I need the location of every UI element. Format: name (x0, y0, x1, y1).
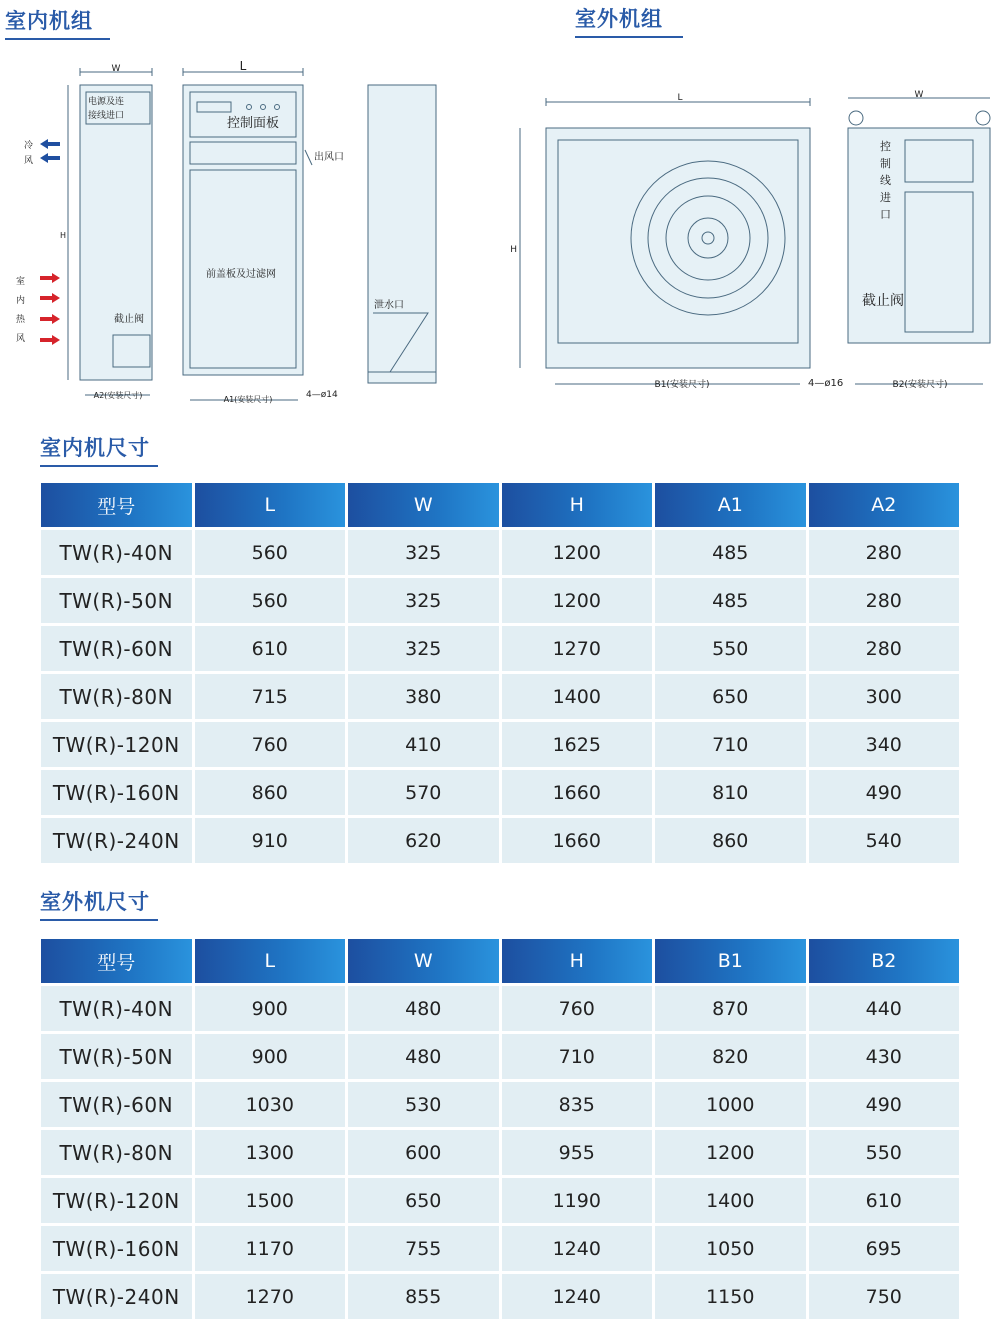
table-cell: 485 (655, 530, 806, 575)
indoor-holes-label: 4—ø14 (306, 390, 338, 400)
col-header-h: H (502, 939, 653, 983)
outdoor-holes-label: 4—ø16 (808, 378, 844, 389)
col-header-model: 型号 (41, 939, 192, 983)
table-cell: 480 (348, 986, 499, 1031)
table-cell: 620 (348, 818, 499, 863)
table-header-row (41, 483, 959, 527)
table-cell: 325 (348, 530, 499, 575)
table-cell: 485 (655, 578, 806, 623)
outdoor-dim-h: H (510, 245, 517, 255)
indoor-dims-table (38, 480, 962, 866)
b2-label: B2(安装尺寸) (892, 380, 948, 390)
table-cell: 870 (655, 986, 806, 1031)
col-header-h: H (502, 483, 653, 527)
table-row (41, 1082, 959, 1127)
table-row (41, 1226, 959, 1271)
indoor-dim-l: L (239, 59, 247, 73)
col-header-w: W (348, 939, 499, 983)
table-cell: 610 (195, 626, 346, 671)
table-cell: 280 (809, 578, 960, 623)
table-cell: 855 (348, 1274, 499, 1319)
col-header-l: L (195, 939, 346, 983)
table-row (41, 674, 959, 719)
table-cell: 1030 (195, 1082, 346, 1127)
col-header-l: L (195, 483, 346, 527)
col-header-a1: A1 (655, 483, 806, 527)
table-row (41, 530, 959, 575)
hot-air-char-1: 室 (16, 277, 26, 287)
power-entry-label-1: 电源及连 (88, 97, 125, 107)
power-entry-label-2: 接线进口 (88, 111, 125, 121)
table-cell: 490 (809, 770, 960, 815)
table-cell: 710 (502, 1034, 653, 1079)
model-cell: TW(R)-60N (41, 626, 192, 671)
control-entry-char-2: 制 (880, 157, 891, 170)
table-cell: 1270 (195, 1274, 346, 1319)
table-cell: 900 (195, 1034, 346, 1079)
table-cell: 650 (348, 1178, 499, 1223)
table-cell: 280 (809, 626, 960, 671)
hot-air-char-4: 风 (16, 334, 26, 344)
table-cell: 1000 (655, 1082, 806, 1127)
outdoor-dims-heading: 室外机尺寸 (40, 886, 150, 916)
control-entry-char-4: 进 (880, 191, 891, 204)
cold-air-char-1: 冷 (24, 141, 34, 151)
table-cell: 280 (809, 530, 960, 575)
unit-drawing (0, 40, 1000, 420)
model-cell: TW(R)-120N (41, 1178, 192, 1223)
outdoor-dim-w: W (914, 90, 924, 100)
col-header-model: 型号 (41, 483, 192, 527)
table-cell: 540 (809, 818, 960, 863)
table-cell: 490 (809, 1082, 960, 1127)
table-cell: 560 (195, 530, 346, 575)
table-cell: 1300 (195, 1130, 346, 1175)
table-cell: 650 (655, 674, 806, 719)
table-cell: 835 (502, 1082, 653, 1127)
table-row (41, 1178, 959, 1223)
table-row (41, 578, 959, 623)
control-panel-label: 控制面板 (227, 116, 280, 131)
table-cell: 1170 (195, 1226, 346, 1271)
model-cell: TW(R)-80N (41, 674, 192, 719)
a2-label: A2(安装尺寸) (93, 391, 143, 400)
model-cell: TW(R)-120N (41, 722, 192, 767)
table-cell: 410 (348, 722, 499, 767)
model-cell: TW(R)-50N (41, 1034, 192, 1079)
table-cell: 300 (809, 674, 960, 719)
model-cell: TW(R)-80N (41, 1130, 192, 1175)
col-header-a2: A2 (809, 483, 960, 527)
table-cell: 710 (655, 722, 806, 767)
table-cell: 1500 (195, 1178, 346, 1223)
table-cell: 1200 (502, 530, 653, 575)
cold-air-char-2: 风 (24, 156, 34, 166)
table-cell: 340 (809, 722, 960, 767)
table-cell: 1660 (502, 770, 653, 815)
control-entry-char-5: 口 (880, 208, 891, 221)
a1-label: A1(安装尺寸) (223, 395, 273, 404)
table-row (41, 1274, 959, 1319)
b1-label: B1(安装尺寸) (654, 380, 710, 390)
table-cell: 860 (655, 818, 806, 863)
table-cell: 1050 (655, 1226, 806, 1271)
table-cell: 1200 (655, 1130, 806, 1175)
control-entry-char-1: 控 (880, 140, 891, 153)
model-cell: TW(R)-240N (41, 1274, 192, 1319)
table-row (41, 1034, 959, 1079)
table-cell: 550 (809, 1130, 960, 1175)
col-header-b1: B1 (655, 939, 806, 983)
indoor-dims-heading: 室内机尺寸 (40, 432, 150, 462)
table-cell: 750 (809, 1274, 960, 1319)
table-cell: 480 (348, 1034, 499, 1079)
table-cell: 1625 (502, 722, 653, 767)
table-row (41, 986, 959, 1031)
control-entry-char-3: 线 (880, 174, 891, 187)
table-cell: 325 (348, 626, 499, 671)
table-row (41, 722, 959, 767)
col-header-w: W (348, 483, 499, 527)
table-cell: 695 (809, 1226, 960, 1271)
indoor-dim-h: H (59, 231, 66, 240)
model-cell: TW(R)-50N (41, 578, 192, 623)
table-cell: 715 (195, 674, 346, 719)
table-cell: 430 (809, 1034, 960, 1079)
model-cell: TW(R)-40N (41, 530, 192, 575)
table-cell: 1400 (655, 1178, 806, 1223)
outdoor-dim-l: L (677, 93, 683, 103)
table-row (41, 818, 959, 863)
model-cell: TW(R)-40N (41, 986, 192, 1031)
table-cell: 760 (502, 986, 653, 1031)
table-cell: 600 (348, 1130, 499, 1175)
table-cell: 560 (195, 578, 346, 623)
table-row (41, 626, 959, 671)
table-row (41, 770, 959, 815)
table-cell: 755 (348, 1226, 499, 1271)
indoor-dim-w: W (111, 64, 121, 74)
outdoor-dims-table (38, 936, 962, 1322)
table-cell: 810 (655, 770, 806, 815)
table-row (41, 1130, 959, 1175)
table-cell: 1660 (502, 818, 653, 863)
table-cell: 820 (655, 1034, 806, 1079)
model-cell: TW(R)-60N (41, 1082, 192, 1127)
indoor-stop-valve-label: 截止阀 (114, 314, 144, 325)
table-cell: 610 (809, 1178, 960, 1223)
air-outlet-label: 出风口 (314, 152, 344, 163)
table-cell: 900 (195, 986, 346, 1031)
model-cell: TW(R)-160N (41, 770, 192, 815)
table-cell: 760 (195, 722, 346, 767)
table-cell: 325 (348, 578, 499, 623)
table-cell: 1190 (502, 1178, 653, 1223)
table-cell: 530 (348, 1082, 499, 1127)
outdoor-unit-heading: 室外机组 (575, 3, 663, 33)
table-cell: 1240 (502, 1226, 653, 1271)
table-cell: 1400 (502, 674, 653, 719)
table-cell: 1200 (502, 578, 653, 623)
hot-air-char-3: 热 (16, 315, 26, 325)
front-cover-label: 前盖板及过滤网 (206, 269, 276, 280)
table-cell: 380 (348, 674, 499, 719)
table-header-row (41, 939, 959, 983)
table-cell: 910 (195, 818, 346, 863)
outdoor-stop-valve-label: 截止阀 (862, 293, 904, 309)
table-cell: 550 (655, 626, 806, 671)
table-cell: 860 (195, 770, 346, 815)
model-cell: TW(R)-240N (41, 818, 192, 863)
table-cell: 1150 (655, 1274, 806, 1319)
model-cell: TW(R)-160N (41, 1226, 192, 1271)
drain-outlet-label: 泄水口 (374, 300, 404, 311)
table-cell: 440 (809, 986, 960, 1031)
table-cell: 1240 (502, 1274, 653, 1319)
table-cell: 955 (502, 1130, 653, 1175)
table-cell: 1270 (502, 626, 653, 671)
table-cell: 570 (348, 770, 499, 815)
col-header-b2: B2 (809, 939, 960, 983)
hot-air-char-2: 内 (16, 296, 26, 306)
indoor-unit-heading: 室内机组 (5, 5, 93, 35)
